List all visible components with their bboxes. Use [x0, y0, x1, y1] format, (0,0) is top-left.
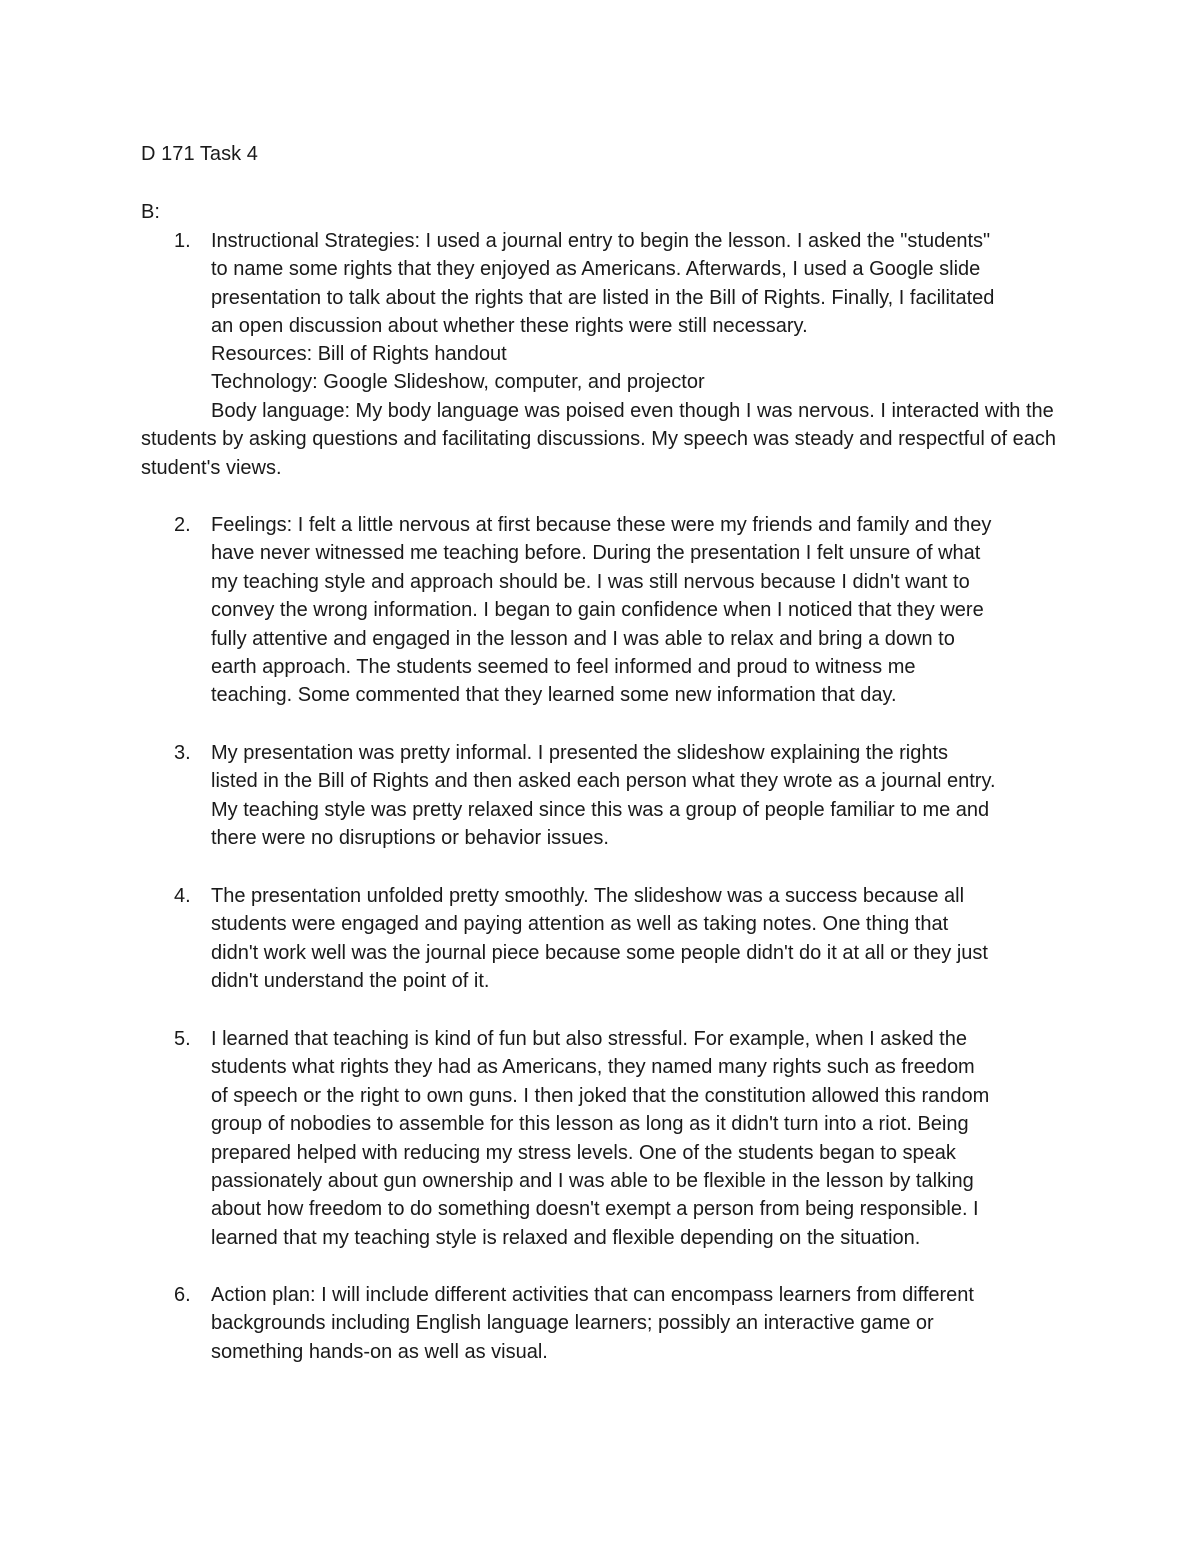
resources-line: Resources: Bill of Rights handout: [211, 343, 507, 365]
technology-line: Technology: Google Slideshow, computer, and projector: [211, 371, 705, 393]
document-title: D 171 Task 4: [141, 143, 258, 165]
list-item-text: The presentation unfolded pretty smoothly. The slideshow was a success because all students were engaged and paying attention as well as taking notes. One thing that didn't work well was the journal piece because some people didn't do it at all or they just didn't understand the point of it.: [211, 885, 988, 993]
list-item-number: 3.: [174, 742, 191, 764]
body-language-paragraph: Body language: My body language was poised even though I was nervous. I interacted with the students by asking questions and facilitating discussions. My speech was steady and respectful of each student's views.: [141, 400, 1056, 479]
list-item-text: Instructional Strategies: I used a journal entry to begin the lesson. I asked the "students" to name some rights that they enjoyed as Americans. Afterwards, I used a Google slide presentation to talk about the rights that are listed in the Bill of Rights. Finally, I facilitated an open discussion about whether these rights were still necessary.: [211, 230, 995, 338]
list-item-number: 2.: [174, 514, 191, 536]
list-item-number: 1.: [174, 230, 191, 252]
list-item-number: 6.: [174, 1284, 191, 1306]
list-item-text: My presentation was pretty informal. I presented the slideshow explaining the rights listed in the Bill of Rights and then asked each person what they wrote as a journal entry. My teaching style was pretty relaxed since this was a group of people familiar to me and there were no disruptions or behavior issues.: [211, 742, 996, 850]
list-item-text: Action plan: I will include different activities that can encompass learners from different backgrounds including English language learners; possibly an interactive game or something hands-on as well as visual.: [211, 1284, 974, 1363]
list-item-number: 5.: [174, 1028, 191, 1050]
list-item-number: 4.: [174, 885, 191, 907]
list-item-text: Feelings: I felt a little nervous at first because these were my friends and family and they have never witnessed me teaching before. During the presentation I felt unsure of what my teaching style and approach should be. I was still nervous because I didn't want to convey the wrong information. I began to gain confidence when I noticed that they were fully attentive and engaged in the lesson and I was able to relax and bring a down to earth approach. The students seemed to feel informed and proud to witness me teaching. Some commented that they learned some new information that day.: [211, 514, 992, 707]
section-label: B:: [141, 201, 160, 223]
list-item-text: I learned that teaching is kind of fun but also stressful. For example, when I asked the students what rights they had as Americans, they named many rights such as freedom of speech or the right to own guns. I then joked that the constitution allowed this random group of nobodies to assemble for this lesson as long as it didn't turn into a riot. Being prepared helped with reducing my stress levels. One of the students began to speak passionately about gun ownership and I was able to be flexible in the lesson by talking about how freedom to do something doesn't exempt a person from being responsible. I learned that my teaching style is relaxed and flexible depending on the situation.: [211, 1028, 990, 1249]
